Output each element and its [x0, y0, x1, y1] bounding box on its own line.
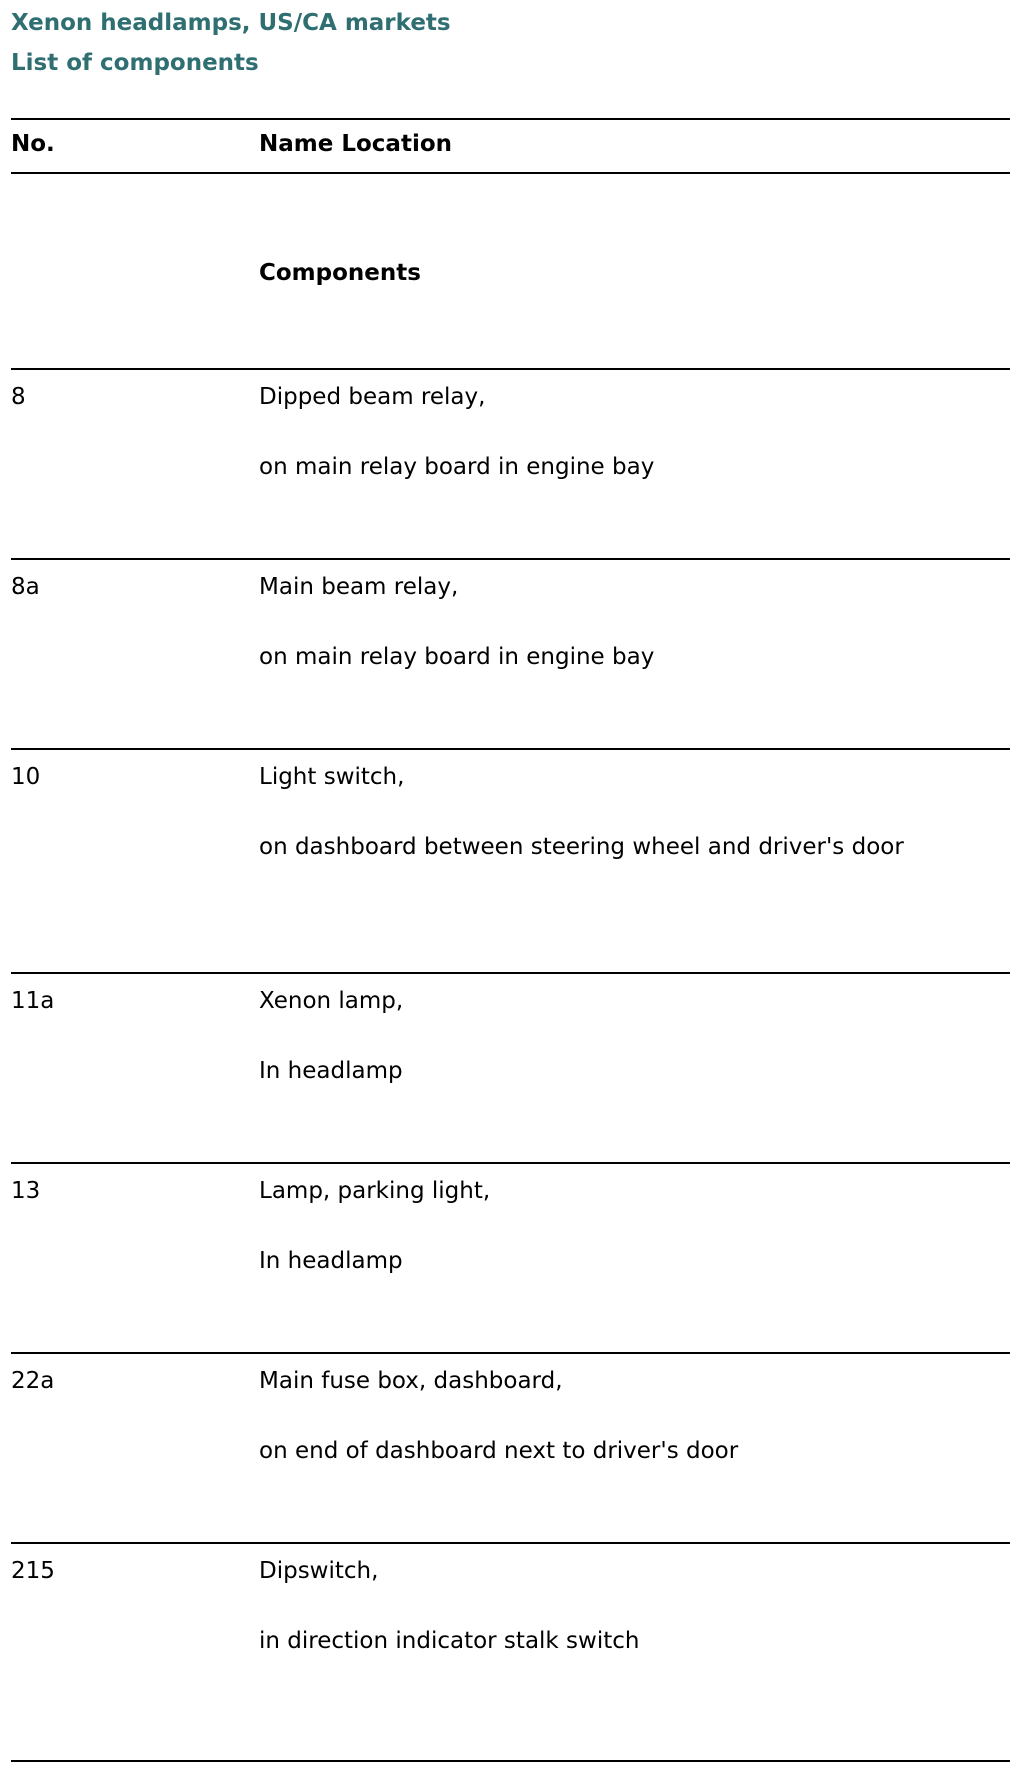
row-divider	[11, 558, 1010, 560]
row-name: Main beam relay,	[259, 574, 459, 600]
row-location: on main relay board in engine bay	[259, 454, 655, 480]
document-subtitle: List of components	[11, 50, 259, 76]
row-number: 8	[11, 384, 26, 410]
row-number: 11a	[11, 988, 55, 1014]
row-location: on dashboard between steering wheel and driver's door	[259, 834, 904, 860]
column-header-no: No.	[11, 131, 55, 157]
row-name: Xenon lamp,	[259, 988, 404, 1014]
document-title: Xenon headlamps, US/CA markets	[11, 10, 451, 36]
row-name: Dipped beam relay,	[259, 384, 486, 410]
row-location: on end of dashboard next to driver's door	[259, 1438, 739, 1464]
row-divider	[11, 1542, 1010, 1544]
row-divider	[11, 1352, 1010, 1354]
row-name: Lamp, parking light,	[259, 1178, 491, 1204]
table-header-bottom-rule	[11, 172, 1010, 174]
row-divider	[11, 368, 1010, 370]
column-header-name-location: Name Location	[259, 131, 453, 157]
row-location: In headlamp	[259, 1058, 403, 1084]
row-name: Light switch,	[259, 764, 405, 790]
row-number: 10	[11, 764, 41, 790]
row-location: in direction indicator stalk switch	[259, 1628, 640, 1654]
table-bottom-rule	[11, 1760, 1010, 1762]
table-header-top-rule	[11, 118, 1010, 120]
row-divider	[11, 1162, 1010, 1164]
row-location: In headlamp	[259, 1248, 403, 1274]
row-name: Main fuse box, dashboard,	[259, 1368, 563, 1394]
section-heading-components: Components	[259, 260, 421, 286]
row-divider	[11, 972, 1010, 974]
row-number: 215	[11, 1558, 55, 1584]
row-divider	[11, 748, 1010, 750]
row-location: on main relay board in engine bay	[259, 644, 655, 670]
row-name: Dipswitch,	[259, 1558, 379, 1584]
row-number: 13	[11, 1178, 41, 1204]
row-number: 8a	[11, 574, 40, 600]
row-number: 22a	[11, 1368, 55, 1394]
